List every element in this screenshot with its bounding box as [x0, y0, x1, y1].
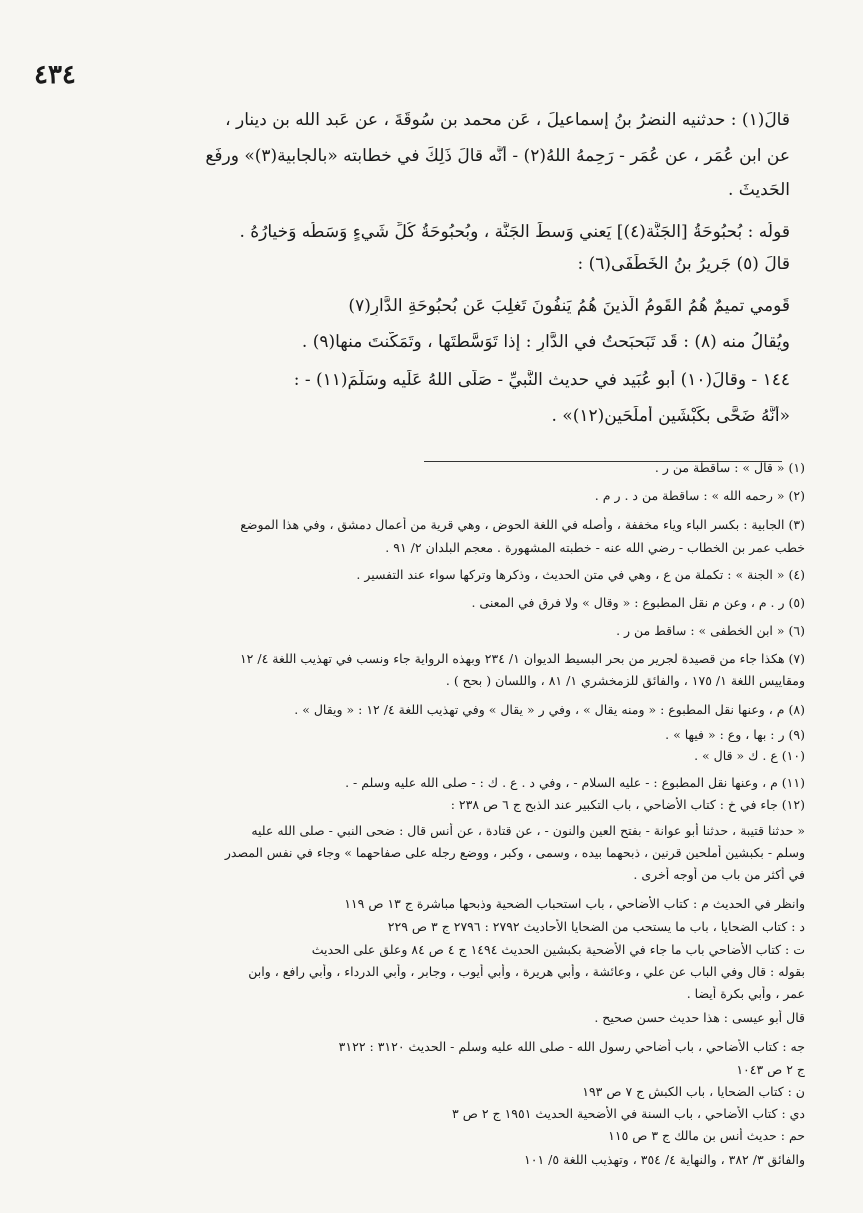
footnote-line: (٧) هكذا جاء من قصيدة لجرير من بحر البسيط الديوان ١/ ٢٣٤ وبهذه الرواية جاء ونسب في تهذيب اللغة ٤/ ١٢ [239, 651, 805, 666]
footnote-line: (٦) « ابن الخطفى » : ساقط من ر . [616, 623, 805, 638]
page-number: ٤٣٤ [34, 60, 76, 90]
footnote-line: ومقاييس اللغة ١/ ١٧٥ ، والفائق للزمخشري ١/ ٨١ ، واللسان ( بحح ) . [445, 673, 805, 688]
text-line: قالَ (٥) جَريرُ بنُ الخَطَفَى(٦) : [577, 254, 790, 274]
footnote-line: (١١) م ، وعنها نقل المطبوع : - عليه السلام - ، وفي د . ع . ك : - صلى الله عليه وسلم - . [345, 775, 805, 790]
footnote-line: وانظر في الحديث م : كتاب الأضاحي ، باب استحباب الضحية وذبحها مباشرة ج ١٣ ص ١١٩ [344, 896, 805, 911]
text-line: ويُقالُ منه (٨) : قَد تَبَحبَحتُ في الدَّارِ : إذا تَوَسَّطتَها ، وتَمَكَّنتَ منها(٩) . [301, 332, 790, 352]
footnote-line: خطب عمر بن الخطاب - رضي الله عنه - خطبته المشهورة . معجم البلدان ٢/ ٩١ . [385, 540, 805, 555]
footnote-line: قال أبو عيسى : هذا حديث حسن صحيح . [594, 1010, 805, 1025]
footnote-line: ج ٢ ص ١٠٤٣ [736, 1062, 805, 1077]
footnote-line: في أكثر من باب من أوجه أخرى . [633, 867, 805, 882]
footnote-line: د : كتاب الضحايا ، باب ما يستحب من الضحايا الأحاديث ٢٧٩٢ : ٢٧٩٦ ج ٣ ص ٢٢٩ [387, 919, 805, 934]
footnote-line: (١٢) جاء في خ : كتاب الأضاحي ، باب التكبير عند الذبح ج ٦ ص ٢٣٨ : [450, 797, 805, 812]
footnote-line: ن : كتاب الضحايا ، باب الكبش ج ٧ ص ١٩٣ [582, 1084, 805, 1099]
footnote-line: جه : كتاب الأضاحي ، باب أضاحي رسول الله - صلى الله عليه وسلم - الحديث ٣١٢٠ : ٣١٢٢ [338, 1039, 805, 1054]
footnote-line: والفائق ٣/ ٣٨٢ ، والنهاية ٤/ ٣٥٤ ، وتهذيب اللغة ٥/ ١٠١ [524, 1152, 805, 1167]
text-line: قالَ(١) : حدثنيه النضرُ بنُ إسماعيلَ ، عَن محمد بن سُوقَةَ ، عن عَبد الله بن دينار ، [225, 110, 790, 130]
footnote-line: وسلم - بكبشين أملحين قرنين ، ذبحهما بيده ، وسمى ، وكبر ، ووضع رجله على صفاحهما » وجاء في نفس المصدر [224, 845, 805, 860]
footnote-line: (٥) ر . م ، وعن م نقل المطبوع : « وقال » ولا فرق في المعنى . [471, 595, 805, 610]
footnote-line: حم : حديث أنس بن مالك ج ٣ ص ١١٥ [608, 1128, 805, 1143]
footnote-line: (٢) « رحمه الله » : ساقطة من د . ر م . [594, 488, 805, 503]
text-line: قولُه : بُحبُوحَةُ [الجَنَّة(٤)] يَعني وَسطَ الجَنَّة ، وبُحبُوحَةُ كُلِّ شَيءٍ وَسَطُه وَخيارُهُ . [239, 222, 790, 242]
text-line: الحَديثَ . [727, 180, 790, 200]
footnote-line: (٩) ر : بها ، وع : « فيها » . [665, 727, 805, 742]
verse-line: قَومي تميمٌ هُمُ القَومُ الَّذينَ هُمُ يَنفُونَ تَغلِبَ عَن بُحبُوحَةِ الدَّارِ(٧) [348, 296, 790, 316]
footnote-line: (١٠) ع . ك « قال » . [694, 748, 805, 763]
footnote-line: (٨) م ، وعنها نقل المطبوع : « ومنه يقال » ، وفي ر « يقال » وفي تهذيب اللغة ٤/ ١٢ : « ويقال » . [294, 702, 805, 717]
hadith-text: «أَنَّهُ ضَحَّى بكَبْشَين أملَحَين(١٢)» . [551, 406, 790, 426]
footnote-line: (٤) « الجنة » : تكملة من ع ، وهي في متن الحديث ، وذكرها وتركها سواء عند التفسير . [356, 567, 805, 582]
footnote-line: بقوله : قال وفي الباب عن علي ، وعائشة ، وأبي هريرة ، وأبي أيوب ، وجابر ، وأبي الدرداء ، وأبي رافع ، وابن [248, 964, 805, 979]
footnote-line: ت : كتاب الأضاحي باب ما جاء في الأضحية بكبشين الحديث ١٤٩٤ ج ٤ ص ٨٤ وعلق على الحديث [311, 942, 805, 957]
footnote-line: (١) « قال » : ساقطة من ر . [654, 460, 805, 475]
text-line: عن ابن عُمَر ، عن عُمَر - رَحِمهُ اللهُ(٢) - أَنَّه قالَ ذَلِكَ في خطابته «بالجابية(٣)» ورفَع [205, 146, 790, 166]
footnote-line: دي : كتاب الأضاحي ، باب السنة في الأضحية الحديث ١٩٥١ ج ٢ ص ٣ [452, 1106, 805, 1121]
footnote-line: (٣) الجابية : بكسر الباء وياء مخففة ، وأصله في اللغة الحوض ، وهي قرية من أعمال دمشق ، وفي هذا الموضع [240, 517, 805, 532]
footnote-line: « حدثنا قتيبة ، حدثنا أبو عوانة - بفتح العين والنون - ، عن قتادة ، عن أنس قال : ضحى النبي - صلى الله عليه [251, 823, 805, 838]
hadith-heading: ١٤٤ - وقالَ(١٠) أبو عُبَيد في حديث النَّبيِّ - صَلَّى اللهُ عَلَيه وسَلَّمَ(١١) - : [293, 370, 790, 390]
footnote-line: عمر ، وأبي بكرة أيضا . [686, 986, 805, 1001]
